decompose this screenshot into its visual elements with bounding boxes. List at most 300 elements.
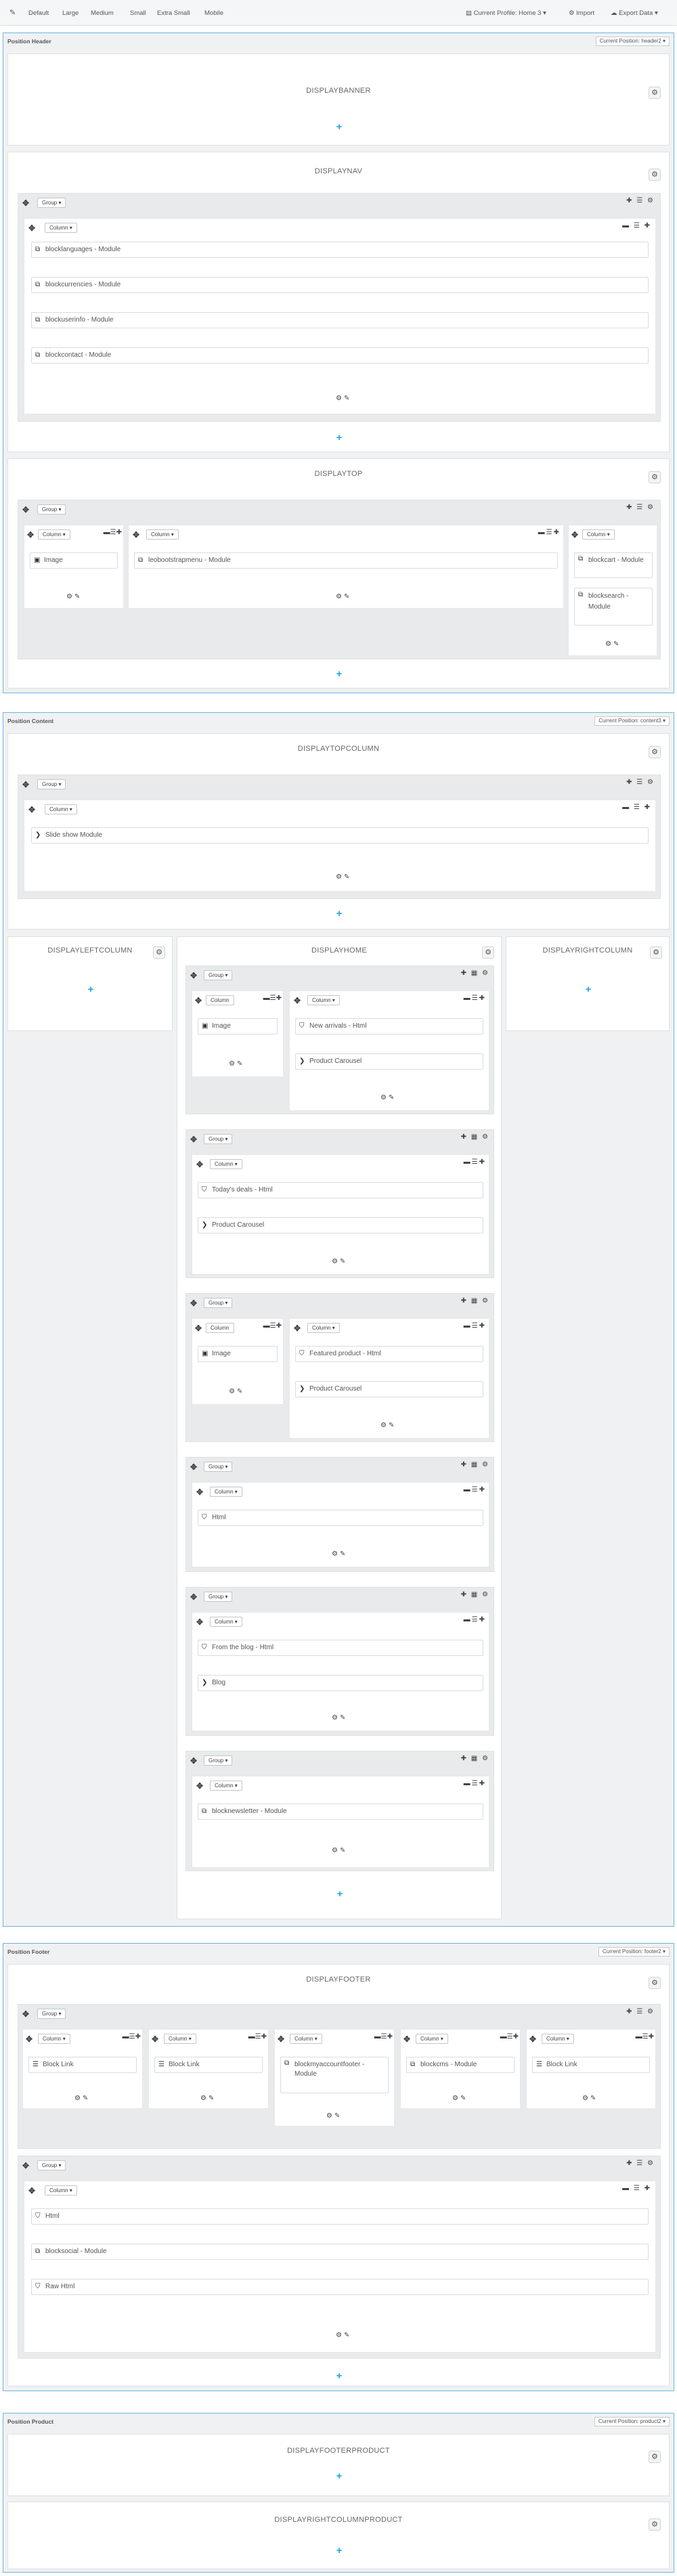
group-label: Group (209, 1758, 224, 1764)
chevron-right-icon: ❯ (202, 1679, 208, 1686)
move-icon[interactable]: ✥ (133, 530, 140, 540)
column-label: Column (215, 1619, 234, 1625)
group-dropdown[interactable]: Group ▾ (37, 2009, 66, 2019)
gear-icon[interactable]: ⚙ (649, 2451, 661, 2463)
column (192, 1318, 284, 1405)
column-dropdown[interactable]: Column ▾ (45, 804, 77, 814)
group-label: Group (42, 2162, 58, 2168)
column (289, 990, 489, 1111)
group (185, 965, 494, 1114)
column-footer-tools[interactable]: ⚙✎ (380, 1094, 397, 1101)
column-tools[interactable]: ▬☰✚ (263, 1322, 282, 1330)
column-dropdown[interactable]: Column ▾ (38, 2034, 70, 2044)
column-footer-tools[interactable]: ⚙✎ (336, 873, 352, 881)
hook-title: DISPLAYBANNER (306, 87, 371, 95)
module-slideshow[interactable] (31, 827, 649, 844)
hook-title: DISPLAYRIGHTCOLUMN (542, 946, 633, 955)
column (274, 2029, 395, 2126)
module-block-link[interactable] (154, 2057, 263, 2073)
move-icon[interactable]: ✥ (22, 780, 30, 789)
module-product-carousel[interactable] (295, 1053, 483, 1070)
column-footer-tools[interactable]: ⚙✎ (336, 593, 352, 601)
column-footer-tools[interactable]: ⚙✎ (332, 1550, 348, 1558)
column-dropdown[interactable]: Column ▾ (542, 2034, 574, 2044)
column-dropdown[interactable]: Column ▾ (307, 995, 340, 1005)
position-select-label: Current Position: product2 (598, 2418, 661, 2424)
column-footer-tools[interactable]: ⚙✎ (200, 2095, 217, 2102)
move-icon[interactable]: ✥ (294, 1324, 301, 1333)
list-icon: ☰ (158, 2061, 165, 2068)
group-tools[interactable]: ✚ ▦ ⚙ (460, 1591, 489, 1598)
column-label: Column (312, 997, 331, 1003)
module-html[interactable] (198, 1510, 483, 1526)
group (18, 2004, 661, 2149)
column-dropdown[interactable] (206, 1323, 234, 1333)
module-icon: ⧉ (138, 556, 144, 564)
column-dropdown[interactable]: Column ▾ (210, 1487, 242, 1497)
module-icon: ⧉ (410, 2061, 416, 2068)
module-blockcms[interactable] (406, 2057, 515, 2073)
group-dropdown[interactable]: Group ▾ (204, 1298, 232, 1308)
group-dropdown[interactable]: Group ▾ (37, 2160, 66, 2170)
module-featured-product[interactable] (295, 1346, 483, 1362)
hook-title: DISPLAYTOP (314, 470, 363, 478)
column-footer-tools[interactable]: ⚙✎ (582, 2095, 598, 2102)
chevron-right-icon: ❯ (202, 1221, 208, 1229)
module-blocksearch[interactable] (574, 588, 653, 626)
column-footer-tools[interactable]: ⚙✎ (380, 1422, 397, 1429)
group-dropdown[interactable]: Group ▾ (37, 504, 66, 515)
column-label: Column (211, 997, 230, 1003)
move-icon[interactable]: ✥ (190, 971, 198, 980)
move-icon[interactable]: ✥ (190, 1135, 198, 1144)
group-tools[interactable]: ✚ ▦ ⚙ (460, 1297, 489, 1305)
column-dropdown[interactable]: Column ▾ (416, 2034, 448, 2044)
column (192, 990, 284, 1077)
module-label: leobootstrapmenu - Module (148, 556, 231, 564)
add-group-icon[interactable]: + (336, 908, 343, 919)
column-label: Column (420, 2036, 439, 2042)
move-icon[interactable]: ✥ (27, 530, 35, 540)
group-tools[interactable]: ✚ ▦ ⚙ (460, 1133, 489, 1141)
import-label: Import (576, 9, 595, 17)
module-product-carousel[interactable] (198, 1217, 483, 1234)
group-label: Group (209, 972, 224, 978)
column-label: Column (151, 531, 170, 538)
module-label: Featured product - Html (309, 1350, 381, 1357)
group-label: Group (42, 506, 58, 512)
module-label: Image (212, 1350, 231, 1357)
move-icon[interactable]: ✥ (196, 1781, 204, 1791)
move-icon[interactable]: ✥ (190, 1298, 198, 1308)
hook-title: DISPLAYRIGHTCOLUMNPRODUCT (274, 2516, 403, 2524)
module-image[interactable] (198, 1346, 278, 1362)
device-toolbar (0, 0, 677, 26)
module-label: Product Carousel (309, 1057, 362, 1065)
module-raw-html[interactable] (31, 2279, 649, 2295)
column-footer-tools[interactable]: ⚙✎ (229, 1060, 245, 1068)
module-label: Blog (212, 1679, 226, 1686)
module-icon: ⧉ (35, 351, 41, 359)
group (18, 774, 661, 899)
module-icon: ⧉ (35, 316, 41, 324)
module-icon: ⧉ (35, 2248, 41, 2255)
position-select-label: Current Position: footer2 (603, 1948, 661, 1955)
position-select[interactable]: Current Position: content3 ▾ (594, 716, 670, 726)
hook-displayleftcolumn (7, 936, 173, 1031)
device-default[interactable]: Default (28, 9, 49, 17)
move-icon[interactable]: ✥ (190, 1592, 198, 1602)
group-dropdown[interactable]: Group ▾ (204, 1462, 232, 1472)
add-group-icon[interactable]: + (336, 432, 343, 443)
device-small[interactable]: Small (130, 9, 146, 17)
module-blockcart[interactable] (574, 552, 653, 578)
module-blocklanguages[interactable] (31, 242, 649, 258)
column-dropdown[interactable]: Column ▾ (164, 2034, 196, 2044)
module-label: Block Link (43, 2061, 74, 2068)
position-product (3, 2413, 674, 2573)
position-select[interactable]: Current Position: product2 ▾ (594, 2417, 670, 2426)
group (18, 2156, 661, 2359)
column-tools[interactable]: ▬☰✚ (463, 1780, 486, 1787)
move-icon[interactable]: ✥ (22, 2161, 30, 2170)
move-icon[interactable]: ✥ (571, 530, 579, 540)
add-group-icon[interactable]: + (87, 984, 94, 995)
group (185, 1587, 494, 1736)
column (192, 1776, 489, 1868)
device-large[interactable]: Large (62, 9, 79, 17)
html-icon: ⛉ (202, 1186, 207, 1194)
group-tools[interactable]: ✚ ☰ ⚙ (626, 197, 655, 204)
column-dropdown[interactable]: Column ▾ (582, 529, 615, 540)
group (18, 193, 661, 422)
group-label: Group (209, 1594, 224, 1600)
column-dropdown[interactable]: Column ▾ (307, 1323, 340, 1333)
move-icon[interactable]: ✥ (294, 996, 301, 1005)
cloud-icon: ☁ (611, 9, 619, 17)
column-dropdown[interactable]: Column ▾ (210, 1781, 242, 1791)
group-tools[interactable]: ✚ ▦ ⚙ (460, 1461, 489, 1468)
column-dropdown[interactable]: Column ▾ (210, 1617, 242, 1627)
module-label: From the blog - Html (212, 1644, 274, 1651)
module-blockcurrencies[interactable] (31, 277, 649, 293)
group (18, 500, 661, 659)
gear-icon[interactable]: ⚙ (649, 746, 661, 758)
column-footer-tools[interactable]: ⚙✎ (332, 1714, 348, 1722)
hook-title: DISPLAYHOME (311, 946, 367, 955)
move-icon[interactable]: ✥ (22, 2009, 30, 2019)
hook-displaytop (7, 458, 670, 689)
module-label: Image (44, 556, 63, 564)
move-icon[interactable]: ✥ (190, 1756, 198, 1766)
add-group-icon[interactable]: + (336, 1888, 343, 1900)
edit-icon[interactable]: ✎ (9, 9, 16, 17)
column-footer-tools[interactable]: ⚙✎ (336, 2332, 352, 2339)
column-tools[interactable]: ▬☰✚ (122, 2033, 141, 2040)
image-icon: ▣ (202, 1350, 209, 1357)
column-dropdown[interactable]: Column ▾ (38, 529, 70, 540)
module-label: Image (212, 1022, 231, 1030)
module-product-carousel[interactable] (295, 1381, 483, 1397)
column-label: Column (43, 531, 62, 538)
move-icon[interactable]: ✥ (152, 2034, 159, 2044)
move-icon[interactable]: ✥ (196, 1160, 204, 1169)
add-group-icon[interactable]: + (336, 2470, 343, 2482)
move-icon[interactable]: ✥ (28, 2186, 36, 2196)
module-new-arrivals[interactable] (295, 1018, 483, 1034)
import-button[interactable] (569, 9, 594, 17)
list-icon: ☰ (32, 2061, 39, 2068)
column-dropdown[interactable]: Column ▾ (45, 223, 77, 233)
column-tools[interactable]: ▬☰✚ (463, 1616, 486, 1623)
position-header (3, 32, 674, 693)
column-tools[interactable]: ▬☰✚ (463, 1158, 486, 1166)
hook-title: DISPLAYFOOTERPRODUCT (287, 2447, 390, 2455)
column-tools[interactable]: ▬☰✚ (463, 995, 486, 1002)
group-tools[interactable]: ✚ ☰ ⚙ (626, 2160, 655, 2167)
group-dropdown[interactable]: Group ▾ (204, 1592, 232, 1602)
module-html[interactable] (31, 2208, 649, 2225)
device-extra-small[interactable]: Extra Small (157, 9, 190, 17)
gear-icon: ⚙ (569, 9, 577, 17)
column-footer-tools[interactable]: ⚙✎ (326, 2112, 343, 2120)
move-icon[interactable]: ✥ (22, 505, 30, 515)
group-label: Group (42, 2011, 58, 2017)
column (24, 2181, 656, 2353)
module-image[interactable] (30, 552, 118, 569)
hook-displayrightcolumnproduct (7, 2502, 670, 2569)
column (24, 800, 656, 892)
module-blockcontact[interactable] (31, 347, 649, 364)
position-title: Position Content (7, 718, 53, 724)
column (526, 2029, 656, 2109)
module-label: blockcms - Module (420, 2061, 477, 2068)
module-label: blockcurrencies - Module (45, 281, 121, 288)
image-icon: ▣ (34, 556, 41, 564)
column (128, 525, 564, 609)
group-tools[interactable]: ✚ ▦ ⚙ (460, 969, 489, 977)
add-group-icon[interactable]: + (336, 2545, 343, 2556)
move-icon[interactable]: ✥ (403, 2034, 411, 2044)
module-icon: ⧉ (35, 246, 41, 253)
gear-icon[interactable]: ⚙ (649, 2518, 661, 2531)
column-footer-tools[interactable]: ⚙✎ (332, 1258, 348, 1265)
position-title: Position Footer (7, 1948, 50, 1955)
column-label: Column (294, 2036, 313, 2042)
position-select[interactable]: Current Position: header2 ▾ (596, 37, 670, 46)
gear-icon[interactable]: ⚙ (649, 471, 661, 483)
column (192, 1482, 489, 1567)
column-tools[interactable]: ▬☰✚ (500, 2033, 519, 2040)
position-select-label: Current Position: header2 (599, 38, 661, 44)
module-label: Today's deals - Html (212, 1186, 273, 1194)
column-footer-tools[interactable]: ⚙✎ (336, 395, 352, 402)
column-tools[interactable]: ▬☰✚ (248, 2033, 267, 2040)
chevron-right-icon: ❯ (299, 1385, 305, 1393)
column (22, 2029, 143, 2109)
move-icon[interactable]: ✥ (195, 996, 202, 1005)
group-tools[interactable]: ✚ ▦ ⚙ (460, 1755, 489, 1762)
hook-displayrightcolumn (506, 936, 670, 1031)
group (185, 1129, 494, 1278)
column-dropdown[interactable]: Column ▾ (290, 2034, 322, 2044)
column-tools[interactable]: ▬☰✚ (263, 995, 282, 1002)
column (192, 1154, 489, 1275)
html-icon: ⛉ (35, 2283, 41, 2290)
gear-icon[interactable]: ⚙ (153, 946, 165, 959)
move-icon[interactable]: ✥ (529, 2034, 537, 2044)
column-dropdown[interactable]: Column ▾ (45, 2185, 77, 2196)
group-tools[interactable]: ✚ ☰ ⚙ (626, 2008, 655, 2015)
module-todays-deals[interactable] (198, 1182, 483, 1198)
gear-icon[interactable]: ⚙ (482, 946, 494, 959)
position-footer (3, 1943, 674, 2391)
hook-title: DISPLAYFOOTER (306, 1975, 371, 1984)
move-icon[interactable]: ✥ (26, 2034, 33, 2044)
export-label: Export Data (619, 9, 653, 17)
module-image[interactable] (198, 1018, 278, 1034)
column-label: Column (215, 1489, 234, 1495)
module-blocksocial[interactable] (31, 2244, 649, 2260)
column-tools[interactable]: ▬☰✚ (103, 529, 122, 536)
group-dropdown[interactable]: Group ▾ (37, 198, 66, 208)
position-title: Position Header (7, 38, 51, 45)
html-icon: ⛉ (35, 2212, 41, 2220)
column-tools[interactable]: ▬☰✚ (538, 529, 561, 536)
chevron-right-icon: ❯ (35, 831, 41, 839)
group (185, 1457, 494, 1572)
module-label: Html (45, 2212, 60, 2220)
move-icon[interactable]: ✥ (28, 223, 36, 233)
module-icon: ⧉ (284, 2059, 290, 2067)
module-label: blockcart - Module (588, 556, 644, 564)
position-select-label: Current Position: content3 (598, 718, 661, 724)
column-footer-tools[interactable]: ⚙✎ (229, 1388, 245, 1395)
column-tools[interactable]: ▬☰✚ (374, 2033, 393, 2040)
column-dropdown[interactable]: Column ▾ (210, 1159, 242, 1169)
column-label: Column (49, 806, 68, 812)
module-label: blocklanguages - Module (45, 246, 121, 253)
move-icon[interactable]: ✥ (278, 2034, 285, 2044)
export-button[interactable]: ☁ Export Data ▾ (611, 9, 658, 17)
module-icon: ⧉ (35, 281, 41, 288)
column-dropdown[interactable]: Column ▾ (146, 529, 179, 540)
add-group-icon[interactable]: + (585, 984, 592, 995)
column-tools[interactable]: ▬☰✚ (635, 2033, 654, 2040)
module-block-link[interactable] (532, 2057, 650, 2073)
file-icon: ▤ (466, 9, 474, 17)
group-tools[interactable]: ✚ ☰ ⚙ (626, 779, 655, 786)
add-group-icon[interactable]: + (336, 668, 343, 680)
module-label: blockuserinfo - Module (45, 316, 114, 324)
gear-icon[interactable]: ⚙ (649, 1977, 661, 1989)
device-medium[interactable]: Medium (91, 9, 114, 17)
group-dropdown[interactable]: Group ▾ (204, 1755, 232, 1766)
module-label: Slide show Module (45, 831, 102, 839)
move-icon[interactable]: ✥ (195, 1324, 202, 1333)
module-label: blockmyaccountfooter - Module (294, 2061, 365, 2078)
move-icon[interactable]: ✥ (196, 1487, 204, 1497)
gear-icon[interactable]: ⚙ (650, 946, 662, 959)
column-footer-tools[interactable]: ⚙✎ (452, 2095, 468, 2102)
group-dropdown[interactable]: Group ▾ (204, 1134, 232, 1144)
module-label: New arrivals - Html (309, 1022, 367, 1030)
column-label: Column (587, 531, 606, 538)
module-blog[interactable] (198, 1675, 483, 1691)
group-dropdown[interactable]: Group ▾ (204, 970, 232, 980)
module-label: Block Link (169, 2061, 200, 2068)
gear-icon[interactable]: ⚙ (649, 169, 661, 181)
column-dropdown[interactable] (206, 995, 234, 1005)
hook-title: DISPLAYLEFTCOLUMN (47, 946, 133, 955)
hook-title: DISPLAYTOPCOLUMN (297, 745, 380, 753)
profile-dropdown[interactable]: ▤ Current Profile: Home 3 ▾ (466, 9, 546, 17)
module-label: blocksocial - Module (45, 2248, 107, 2255)
move-icon[interactable]: ✥ (190, 1462, 198, 1472)
module-blocknewsletter[interactable] (198, 1804, 483, 1820)
device-mobile[interactable]: Mobile (204, 9, 223, 17)
column-label: Column (169, 2036, 188, 2042)
column-tools[interactable]: ▬ ☰ ✚ (622, 222, 651, 230)
column-footer-tools[interactable]: ⚙✎ (66, 593, 83, 601)
column-footer-tools[interactable]: ⚙✎ (332, 1847, 348, 1854)
column-tools[interactable]: ▬☰✚ (463, 1322, 486, 1330)
hook-displayfooter (7, 1964, 670, 2386)
group-tools[interactable]: ✚ ☰ ⚙ (626, 504, 655, 511)
group (185, 1293, 494, 1442)
position-select[interactable]: Current Position: footer2 ▾ (598, 1947, 670, 1957)
group-label: Group (209, 1464, 224, 1470)
module-from-the-blog[interactable] (198, 1640, 483, 1656)
move-icon[interactable]: ✥ (196, 1617, 204, 1627)
column-footer-tools[interactable]: ⚙✎ (74, 2095, 91, 2102)
group-dropdown[interactable]: Group ▾ (37, 779, 66, 789)
hook-displaytopcolumn (7, 733, 670, 930)
column-footer-tools[interactable]: ⚙✎ (605, 640, 621, 648)
module-blockuserinfo[interactable] (31, 312, 649, 328)
chevron-right-icon: ❯ (299, 1057, 305, 1065)
hook-displayhome (177, 936, 502, 1919)
gear-icon[interactable]: ⚙ (649, 87, 661, 99)
html-icon: ⛉ (299, 1350, 305, 1357)
module-label: Product Carousel (309, 1385, 362, 1393)
position-title: Position Product (7, 2418, 53, 2425)
module-label: Raw Html (45, 2283, 75, 2290)
add-group-icon[interactable]: + (336, 121, 343, 133)
column-tools[interactable]: ▬☰✚ (463, 1486, 486, 1493)
list-icon: ☰ (536, 2061, 542, 2068)
module-label: Block Link (546, 2061, 577, 2068)
column-label: Column (49, 225, 68, 231)
image-icon: ▣ (202, 1022, 209, 1030)
column (24, 218, 656, 414)
move-icon[interactable]: ✥ (22, 198, 30, 208)
column-tools[interactable]: ▬ ☰ ✚ (622, 804, 651, 811)
add-group-icon[interactable]: + (336, 2370, 343, 2382)
group-label: Group (209, 1136, 224, 1142)
module-blockmyaccountfooter[interactable] (280, 2057, 389, 2093)
column-tools[interactable]: ▬ ☰ ✚ (622, 2185, 651, 2192)
column (289, 1318, 489, 1439)
move-icon[interactable]: ✥ (28, 805, 36, 814)
module-block-link[interactable] (28, 2057, 137, 2073)
column-label: Column (49, 2187, 68, 2193)
column-label: Column (43, 2036, 62, 2042)
column (400, 2029, 521, 2109)
module-leobootstrapmenu[interactable] (134, 552, 558, 569)
html-icon: ⛉ (202, 1514, 207, 1521)
module-icon: ⧉ (202, 1808, 207, 1815)
